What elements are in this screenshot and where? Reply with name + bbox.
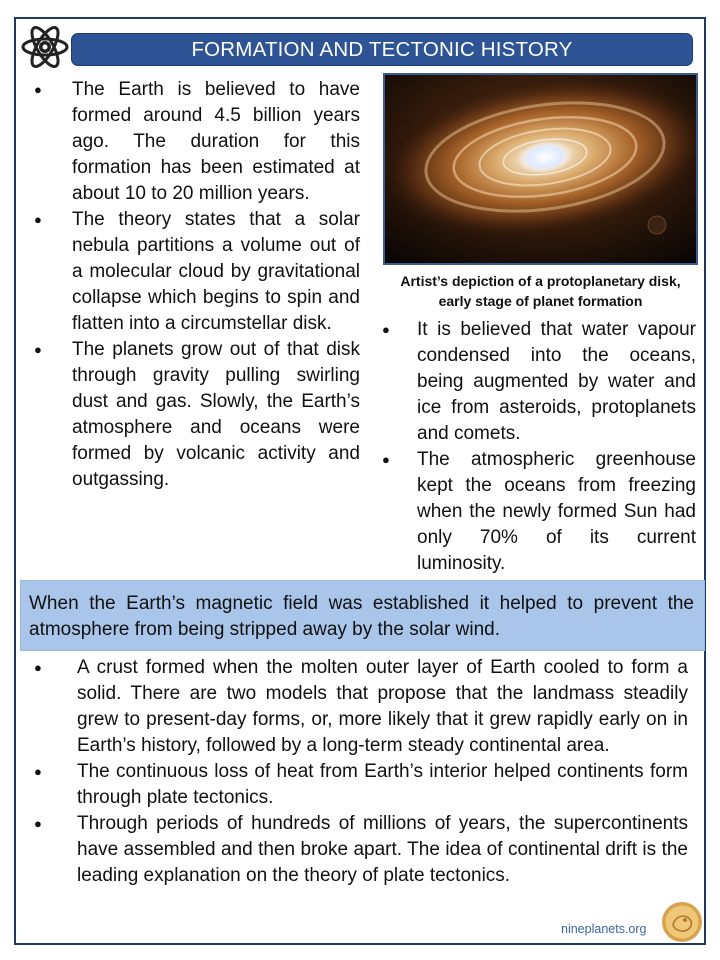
protoplanetary-disk-image	[383, 73, 698, 265]
right-bullet-list	[375, 317, 696, 577]
bottom-bullet-list	[30, 655, 688, 889]
list-item: ● A crust formed when the molten outer layer of Earth cooled to form a solid. There are two models that propose that the landmass steadily grew to present-day forms, or, more likely that it grew rapidly early on in Earth’s history, followed by a long-term steady continental area.	[30, 655, 688, 759]
image-caption: Artist’s depiction of a protoplanetary disk, early stage of planet formation	[400, 273, 681, 309]
list-item: ● The continuous loss of heat from Earth’s interior helped continents form through plate tectonics.	[30, 759, 688, 811]
list-item: ● The theory states that a solar nebula partitions a volume out of a molecular cloud by gravitational collapse which begins to spin and flatten into a circumstellar disk.	[30, 207, 360, 337]
atom-icon	[20, 20, 70, 74]
list-item: ● The Earth is believed to have formed around 4.5 billion years ago. The duration for this formation has been estimated at about 10 to 20 million years.	[30, 77, 360, 207]
callout-box: When the Earth’s magnetic field was established it helped to prevent the atmosphere from being stripped away by the solar wind.	[20, 580, 705, 651]
list-item: ● It is believed that water vapour condensed into the oceans, being augmented by water and ice from asteroids, protoplanets and comets.	[375, 317, 696, 447]
list-item: ● The atmospheric greenhouse kept the oceans from freezing when the newly formed Sun had only 70% of its current luminosity.	[375, 447, 696, 577]
list-item: ● The planets grow out of that disk through gravity pulling swirling dust and gas. Slowly, the Earth’s atmosphere and oceans were formed by volcanic activity and outgassing.	[30, 337, 360, 493]
page-title: FORMATION AND TECTONIC HISTORY	[71, 33, 693, 66]
list-item: ● Through periods of hundreds of millions of years, the supercontinents have assembled and then broke apart. The idea of continental drift is the leading explanation on the theory of plate tectonics.	[30, 811, 688, 889]
nineplanets-logo-icon	[661, 901, 703, 943]
site-link[interactable]: nineplanets.org	[561, 922, 647, 936]
left-bullet-list	[30, 77, 360, 493]
